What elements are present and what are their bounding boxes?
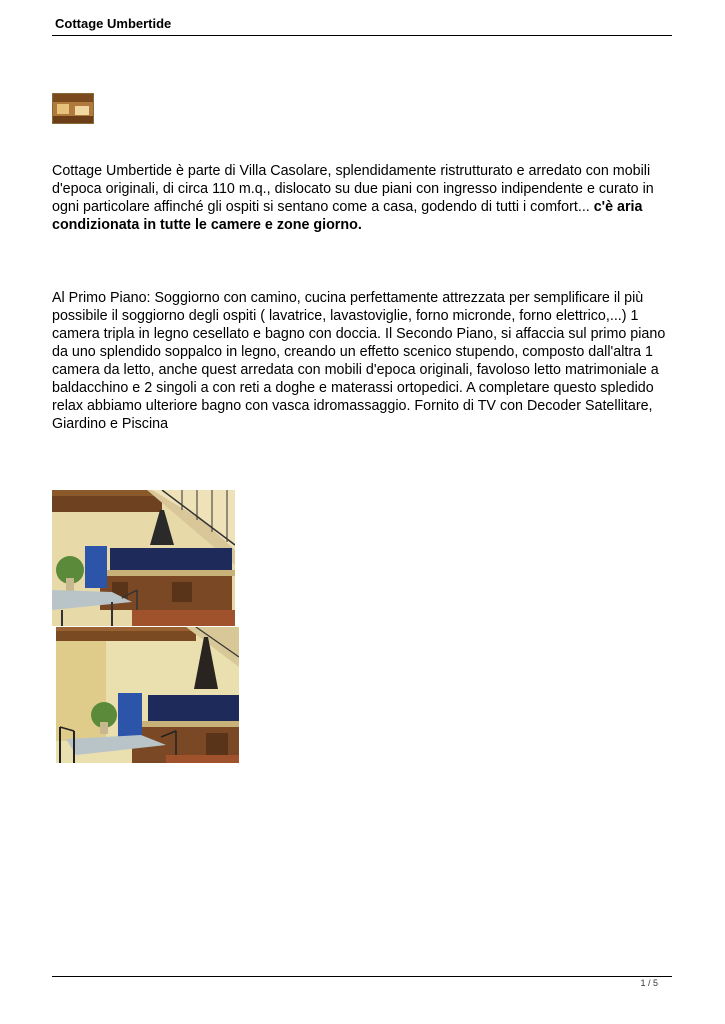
- page-header-title: Cottage Umbertide: [55, 16, 172, 31]
- description-paragraph-2: Al Primo Piano: Soggiorno con camino, cucina perfettamente attrezzata per semplificare il più possibile il soggiorno degli ospiti ( lavatrice, lavastoviglie, forno micronde, forno elettrico,...) 1 camera tripla in legno cesellato e bagno con doccia. Il Secondo Piano, si affaccia sul primo piano da uno splendido soppalco in legno, creando un effetto scenico stupendo, composto dall'altra 1 camera da letto, anche quest arredata con mobili d'epoca originali, favoloso letto matrimoniale a baldacchino e 2 singoli a con reti a doghe e materassi ortopedici. A completare questo spledido relax abbiamo ulteriore bagno con vasca idromassaggio. Fornito di TV con Decoder Satellitare, Giardino e Piscina: [52, 290, 666, 432]
- paragraph-1-bold: c'è aria condizionata in tutte le camere e zone giorno.: [52, 199, 643, 233]
- page-number: 1 / 5: [640, 978, 658, 988]
- header-divider: [52, 35, 672, 36]
- kitchen-photo-1[interactable]: [52, 490, 235, 626]
- kitchen-photo-2[interactable]: [56, 627, 239, 763]
- description-paragraph-1: [52, 162, 674, 234]
- paragraph-1-text: Cottage Umbertide è parte di Villa Casolare, splendidamente ristrutturato e arredato con mobili d'epoca originali, di circa 110 m.q., dislocato su due piani con ingresso indipendente e curato in ogni particolare affinché gli ospiti si sentano come a casa, godendo di tutti i comfort...: [52, 163, 654, 215]
- thumbnail-image[interactable]: [52, 93, 94, 124]
- footer-divider: [52, 976, 672, 977]
